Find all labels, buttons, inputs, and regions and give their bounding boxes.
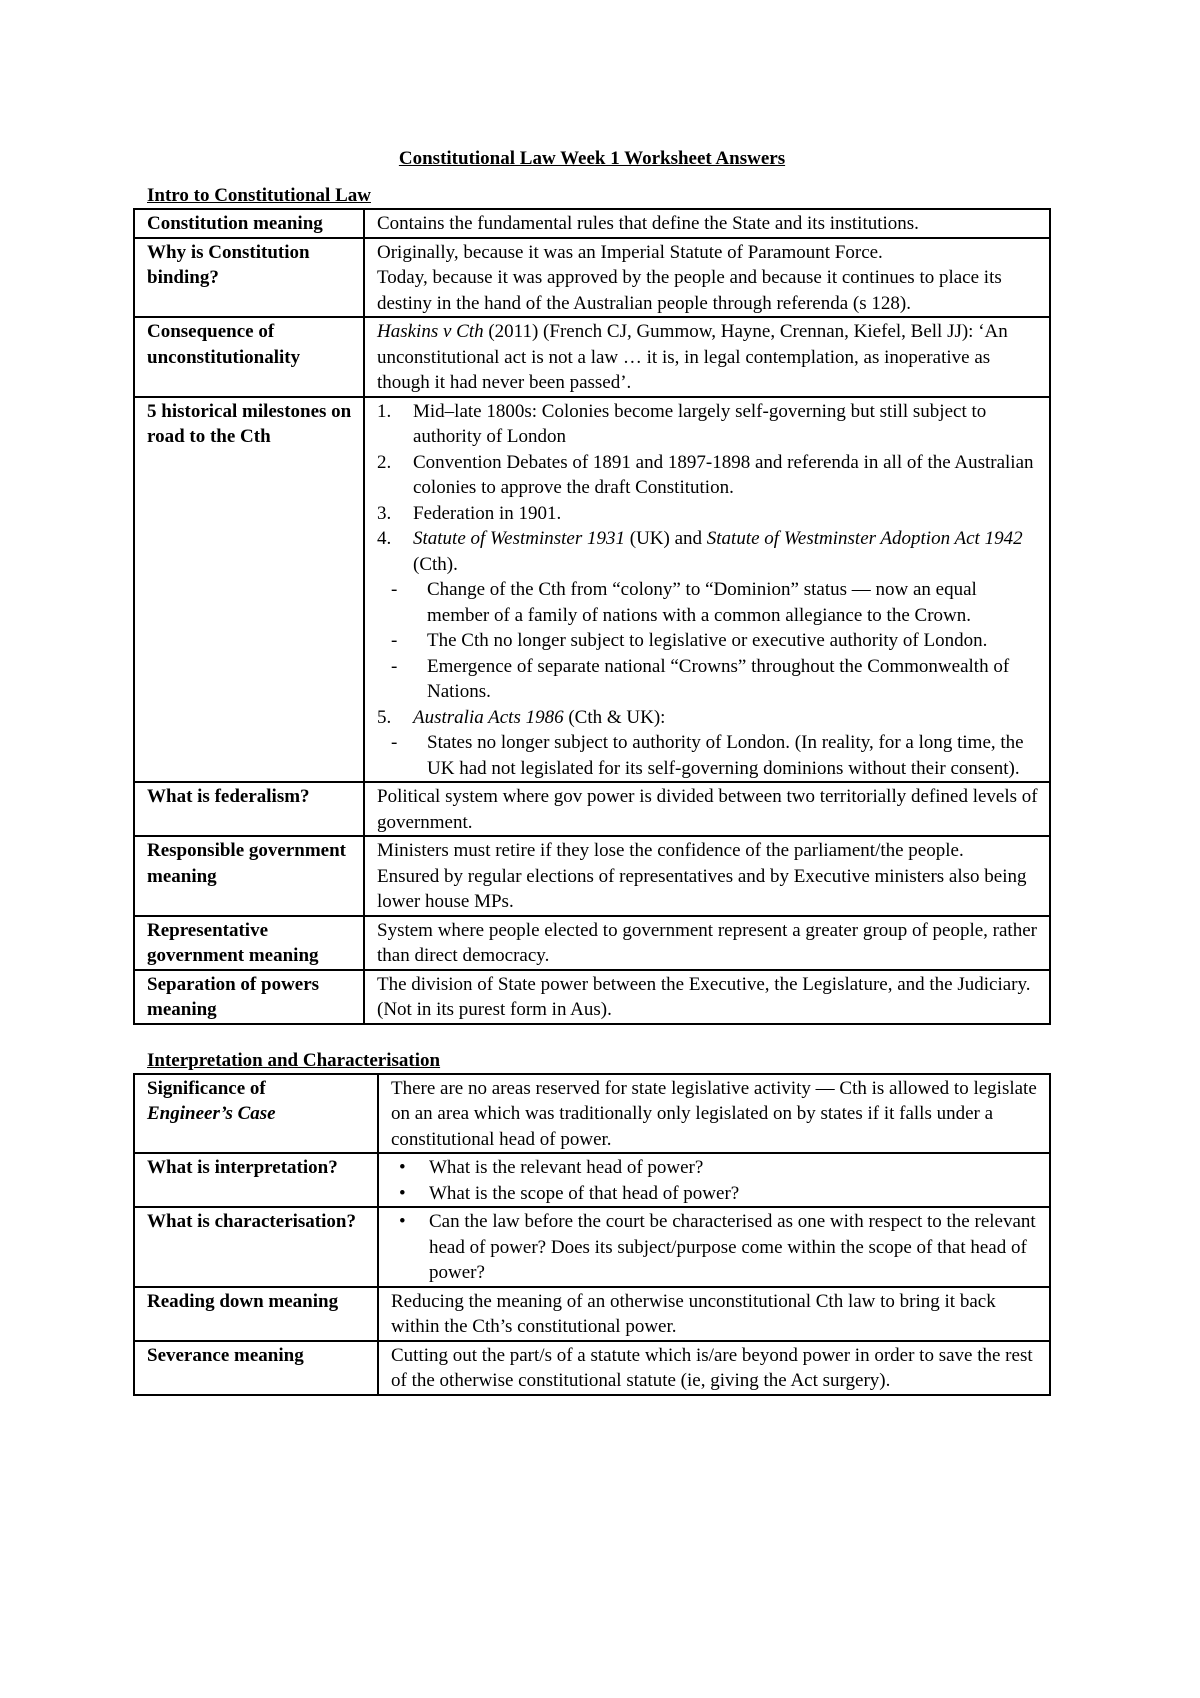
- milestones-list: [377, 399, 1041, 578]
- interpretation-table: [133, 1073, 1051, 1396]
- sub-list-item: [377, 730, 1041, 781]
- paragraph: Ministers must retire if they lose the confidence of the parliament/the people.: [377, 840, 964, 861]
- row-label: Constitution meaning: [134, 209, 364, 238]
- bullet-marker: •: [399, 1157, 406, 1178]
- row-label: [134, 1074, 378, 1154]
- dash-marker: -: [391, 630, 398, 651]
- bullet-marker: •: [399, 1182, 406, 1204]
- item-number: 1.: [377, 400, 392, 422]
- item-text: Emergence of separate national “Crowns” throughout the Commonwealth of Nations.: [427, 655, 1010, 702]
- item-number: 4.: [377, 528, 392, 549]
- item-text: (Cth).: [413, 553, 458, 575]
- label-text: Significance of: [147, 1077, 266, 1099]
- table-row: [134, 782, 1050, 836]
- row-value: [378, 1153, 1050, 1207]
- row-label: What is interpretation?: [134, 1153, 378, 1207]
- row-label: Why is Constitution binding?: [134, 238, 364, 318]
- table-row: [134, 836, 1050, 916]
- row-value: The division of State power between the Executive, the Legislature, and the Judiciary. (Not in its purest form in Aus).: [364, 970, 1050, 1024]
- list-item: [377, 450, 1041, 501]
- sub-list-item: [377, 654, 1041, 705]
- table-row: [134, 916, 1050, 970]
- row-label: Representative government meaning: [134, 916, 364, 970]
- section-heading-intro: Intro to Constitutional Law: [147, 185, 371, 206]
- item-text: Can the law before the court be characterised as one with respect to the relevant head of power? Does its subject/purpose come within the scope of that head of power?: [429, 1211, 1036, 1283]
- act-name: Statute of Westminster 1931: [413, 528, 625, 549]
- table-row: [134, 317, 1050, 397]
- bullet-marker: •: [399, 1211, 406, 1232]
- row-value: [364, 238, 1050, 318]
- item-text: Mid–late 1800s: Colonies become largely self-governing but still subject to authority of London: [413, 400, 987, 447]
- sub-list: [377, 730, 1041, 781]
- row-value: System where people elected to government represent a greater group of people, rather than direct democracy.: [364, 916, 1050, 970]
- case-name: Haskins v Cth: [377, 321, 484, 342]
- item-text: Convention Debates of 1891 and 1897-1898 and referenda in all of the Australian colonies to approve the draft Constitution.: [413, 451, 1034, 498]
- row-label: 5 historical milestones on road to the Cth: [134, 397, 364, 783]
- item-number: 3.: [377, 502, 392, 524]
- item-text: States no longer subject to authority of London. (In reality, for a long time, the UK had not legislated for its self-governing dominions without their consent).: [427, 732, 1024, 779]
- section-heading-interpretation: Interpretation and Characterisation: [147, 1049, 441, 1071]
- row-label: Responsible government meaning: [134, 836, 364, 916]
- row-label: Reading down meaning: [134, 1287, 378, 1341]
- table-row: [134, 1287, 1050, 1341]
- row-value: [364, 317, 1050, 397]
- row-value: [364, 397, 1050, 783]
- bullet-list: [391, 1155, 1041, 1206]
- sub-list-item: [377, 577, 1041, 628]
- item-text: Federation in 1901.: [413, 502, 562, 524]
- paragraph: Originally, because it was an Imperial Statute of Paramount Force.: [377, 241, 883, 263]
- list-item: [391, 1209, 1041, 1286]
- row-label: Severance meaning: [134, 1341, 378, 1395]
- dash-marker: -: [391, 732, 398, 753]
- row-label: Consequence of unconstitutionality: [134, 317, 364, 397]
- item-text: (Cth & UK):: [563, 706, 666, 728]
- table-row: [134, 397, 1050, 783]
- table-row: [134, 1341, 1050, 1395]
- dash-marker: -: [391, 655, 398, 677]
- row-label: What is characterisation?: [134, 1207, 378, 1287]
- table-row: [134, 1074, 1050, 1154]
- item-text: The Cth no longer subject to legislative or executive authority of London.: [427, 630, 988, 651]
- row-label: What is federalism?: [134, 782, 364, 836]
- table-row: [134, 1153, 1050, 1207]
- list-item: [391, 1155, 1041, 1181]
- row-value: Contains the fundamental rules that define the State and its institutions.: [364, 209, 1050, 238]
- case-text: (2011) (French CJ, Gummow, Hayne, Crennan, Kiefel, Bell JJ): ‘An unconstitutional act is not a law … it is, in legal contemplation, as inoperative as though it had never been passed’.: [377, 321, 1008, 393]
- bullet-list: [391, 1209, 1041, 1286]
- milestones-list: [377, 705, 1041, 731]
- case-name: Engineer’s Case: [147, 1103, 276, 1124]
- row-value: Cutting out the part/s of a statute which is/are beyond power in order to save the rest of the otherwise constitutional statute (ie, giving the Act surgery).: [378, 1341, 1050, 1395]
- table-row: [134, 209, 1050, 238]
- row-label: Separation of powers meaning: [134, 970, 364, 1024]
- act-name: Statute of Westminster Adoption Act 1942: [706, 528, 1023, 549]
- item-number: 2.: [377, 451, 392, 473]
- act-name: Australia Acts 1986: [413, 706, 564, 728]
- sub-list: [377, 577, 1041, 705]
- item-text: Change of the Cth from “colony” to “Dominion” status — now an equal member of a family of nations with a common allegiance to the Crown.: [427, 579, 977, 626]
- table-row: [134, 238, 1050, 318]
- intro-table: [133, 208, 1051, 1025]
- sub-list-item: [377, 628, 1041, 654]
- paragraph: Ensured by regular elections of representatives and by Executive ministers also being lower house MPs.: [377, 865, 1027, 912]
- row-value: There are no areas reserved for state legislative activity — Cth is allowed to legislate on an area which was traditionally only legislated on by states if it falls under a constitutional head of power.: [378, 1074, 1050, 1154]
- list-item: [377, 705, 1041, 731]
- dash-marker: -: [391, 579, 398, 600]
- item-text: What is the relevant head of power?: [429, 1157, 704, 1178]
- row-value: [378, 1207, 1050, 1287]
- list-item: [377, 526, 1041, 577]
- item-number: 5.: [377, 706, 392, 728]
- document-title: Constitutional Law Week 1 Worksheet Answers: [398, 148, 786, 169]
- list-item: [377, 501, 1041, 527]
- table-row: [134, 1207, 1050, 1287]
- list-item: [377, 399, 1041, 450]
- row-value: Reducing the meaning of an otherwise unconstitutional Cth law to bring it back within the Cth’s constitutional power.: [378, 1287, 1050, 1341]
- item-text: (UK) and: [625, 528, 707, 549]
- row-value: [364, 836, 1050, 916]
- list-item: [391, 1181, 1041, 1207]
- item-text: What is the scope of that head of power?: [429, 1182, 740, 1204]
- row-value: Political system where gov power is divided between two territorially defined levels of government.: [364, 782, 1050, 836]
- paragraph: Today, because it was approved by the people and because it continues to place its destiny in the hand of the Australian people through referenda (s 128).: [377, 267, 1002, 314]
- table-row: [134, 970, 1050, 1024]
- document-page: [133, 146, 1051, 1396]
